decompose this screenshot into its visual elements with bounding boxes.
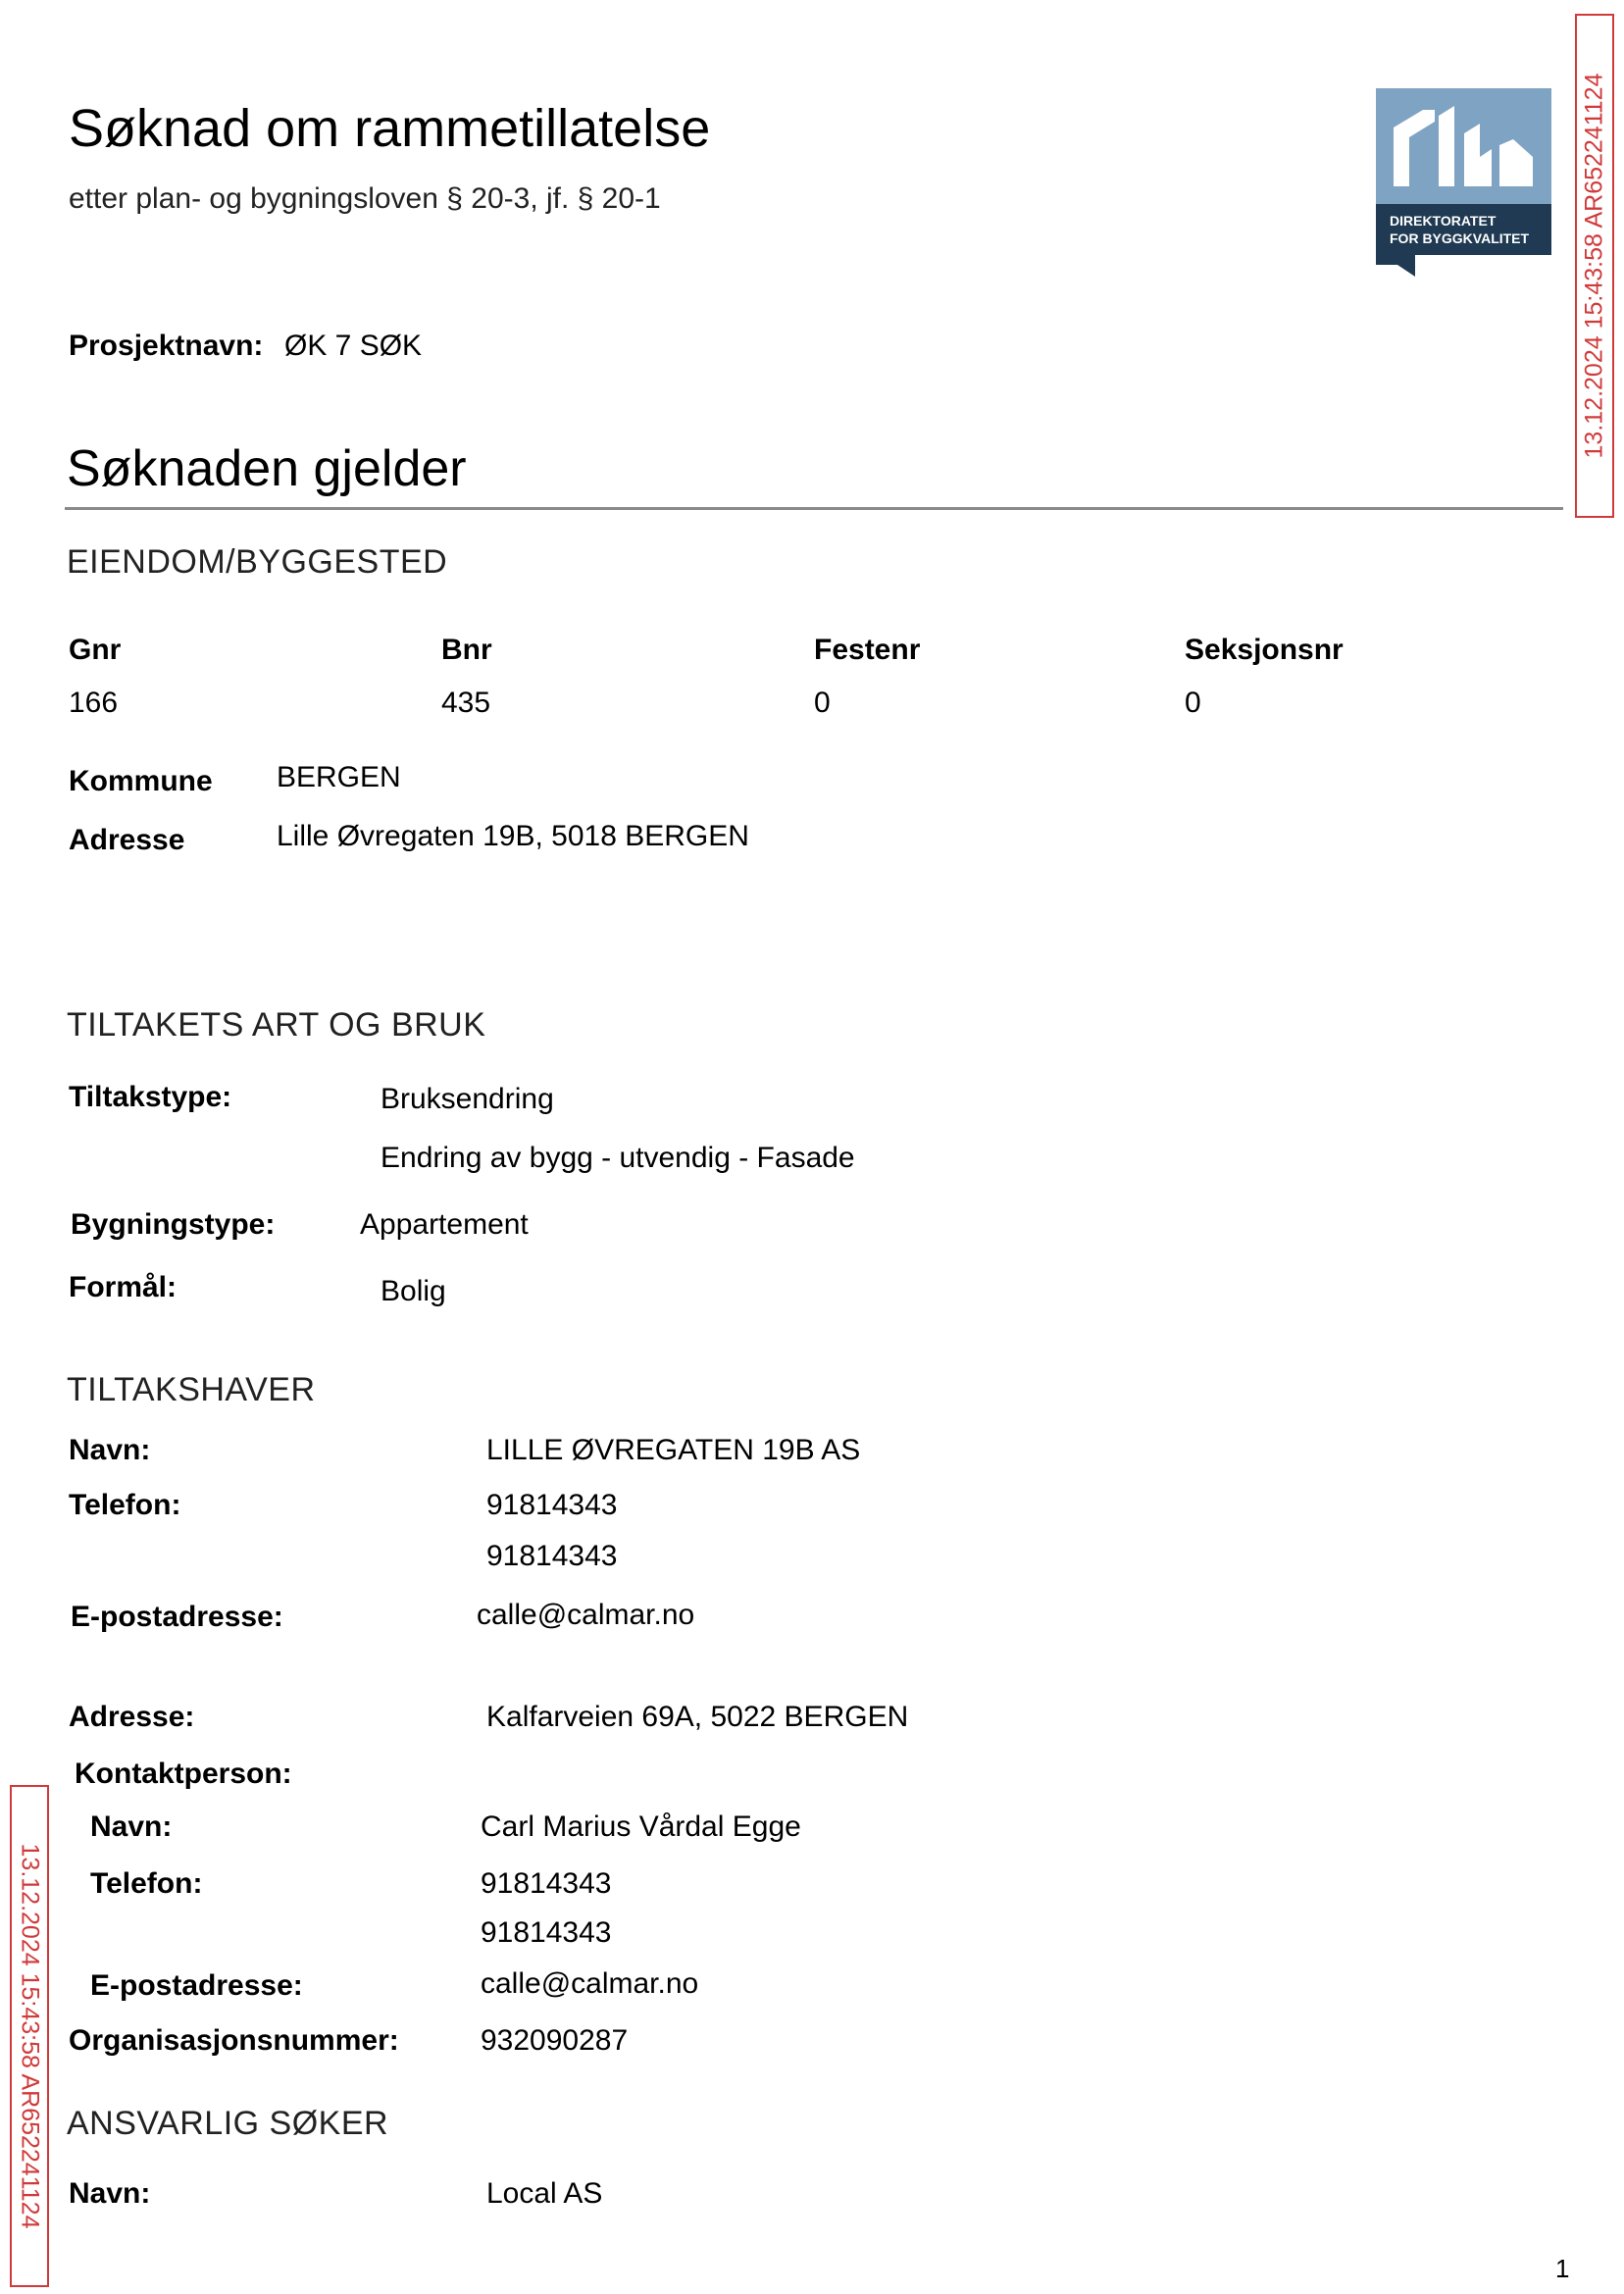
timestamp-stamp-top [1575, 14, 1614, 518]
tiltakshaver-adresse-value: Kalfarveien 69A, 5022 BERGEN [486, 1701, 909, 1733]
bnr-label: Bnr [441, 634, 492, 666]
kontakt-telefon-label: Telefon: [90, 1867, 203, 1900]
page-number: 1 [1555, 2254, 1570, 2283]
tiltakshaver-adresse-label: Adresse: [69, 1701, 195, 1733]
orgnr-label: Organisasjonsnummer: [69, 2024, 399, 2057]
section-divider [65, 507, 1563, 510]
kontakt-navn-value: Carl Marius Vårdal Egge [481, 1810, 801, 1843]
kommune-value: BERGEN [277, 761, 401, 793]
tiltakshaver-navn-value: LILLE ØVREGATEN 19B AS [486, 1434, 861, 1466]
kontakt-telefon-value-1: 91814343 [481, 1867, 612, 1900]
dibk-logo [1376, 88, 1551, 277]
project-name-label: Prosjektnavn: [69, 330, 264, 362]
page-title: Søknad om rammetillatelse [69, 99, 711, 158]
festenr-label: Festenr [814, 634, 921, 666]
orgnr-value: 932090287 [481, 2024, 629, 2057]
tiltakshaver-navn-label: Navn: [69, 1434, 151, 1466]
adresse-value: Lille Øvregaten 19B, 5018 BERGEN [277, 820, 749, 852]
bnr-value: 435 [441, 687, 491, 719]
kontakt-telefon-value-2: 91814343 [481, 1916, 612, 1949]
gnr-label: Gnr [69, 634, 122, 666]
seksjonsnr-label: Seksjonsnr [1185, 634, 1344, 666]
kommune-label: Kommune [69, 765, 213, 797]
stamp-top-text: 13.12.2024 15:43:58 AR652241124 [1580, 73, 1608, 459]
tiltakshaver-telefon-value-2: 91814343 [486, 1540, 618, 1572]
bygningstype-value: Appartement [360, 1208, 529, 1241]
section-heading: Søknaden gjelder [67, 440, 467, 497]
tiltakstype-label: Tiltakstype: [69, 1081, 232, 1113]
stamp-bottom-text: 13.12.2024 15:43:58 AR652241124 [16, 1843, 44, 2229]
logo-line1: DIREKTORATET [1390, 213, 1497, 229]
timestamp-stamp-bottom [10, 1785, 49, 2287]
page-subtitle: etter plan- og bygningsloven § 20-3, jf. § 20-1 [69, 182, 661, 215]
tiltakshaver-telefon-label: Telefon: [69, 1489, 181, 1521]
tiltakstype-value-1: Bruksendring [381, 1083, 554, 1115]
kontakt-epost-label: E-postadresse: [90, 1969, 303, 2002]
gnr-value: 166 [69, 687, 119, 719]
kontaktperson-label: Kontaktperson: [75, 1758, 292, 1790]
eiendom-heading: EIENDOM/BYGGESTED [67, 543, 448, 581]
formal-value: Bolig [381, 1275, 446, 1307]
tiltakshaver-epost-value: calle@calmar.no [477, 1599, 695, 1631]
logo-graphic-icon [1376, 88, 1551, 277]
formal-label: Formål: [69, 1271, 178, 1303]
adresse-label: Adresse [69, 824, 185, 856]
ansvarlig-heading: ANSVARLIG SØKER [67, 2105, 389, 2142]
ansvarlig-navn-label: Navn: [69, 2177, 151, 2210]
bygningstype-label: Bygningstype: [71, 1208, 276, 1241]
seksjonsnr-value: 0 [1185, 687, 1201, 719]
tiltak-heading: TILTAKETS ART OG BRUK [67, 1006, 486, 1044]
tiltakshaver-telefon-value-1: 91814343 [486, 1489, 618, 1521]
kontakt-epost-value: calle@calmar.no [481, 1967, 699, 2000]
tiltakshaver-epost-label: E-postadresse: [71, 1601, 283, 1633]
kontakt-navn-label: Navn: [90, 1810, 173, 1843]
tiltakstype-value-2: Endring av bygg - utvendig - Fasade [381, 1142, 855, 1174]
tiltakshaver-heading: TILTAKSHAVER [67, 1371, 316, 1408]
festenr-value: 0 [814, 687, 831, 719]
logo-line2: FOR BYGGKVALITET [1390, 230, 1530, 246]
project-name-value: ØK 7 SØK [284, 330, 423, 362]
ansvarlig-navn-value: Local AS [486, 2177, 603, 2210]
